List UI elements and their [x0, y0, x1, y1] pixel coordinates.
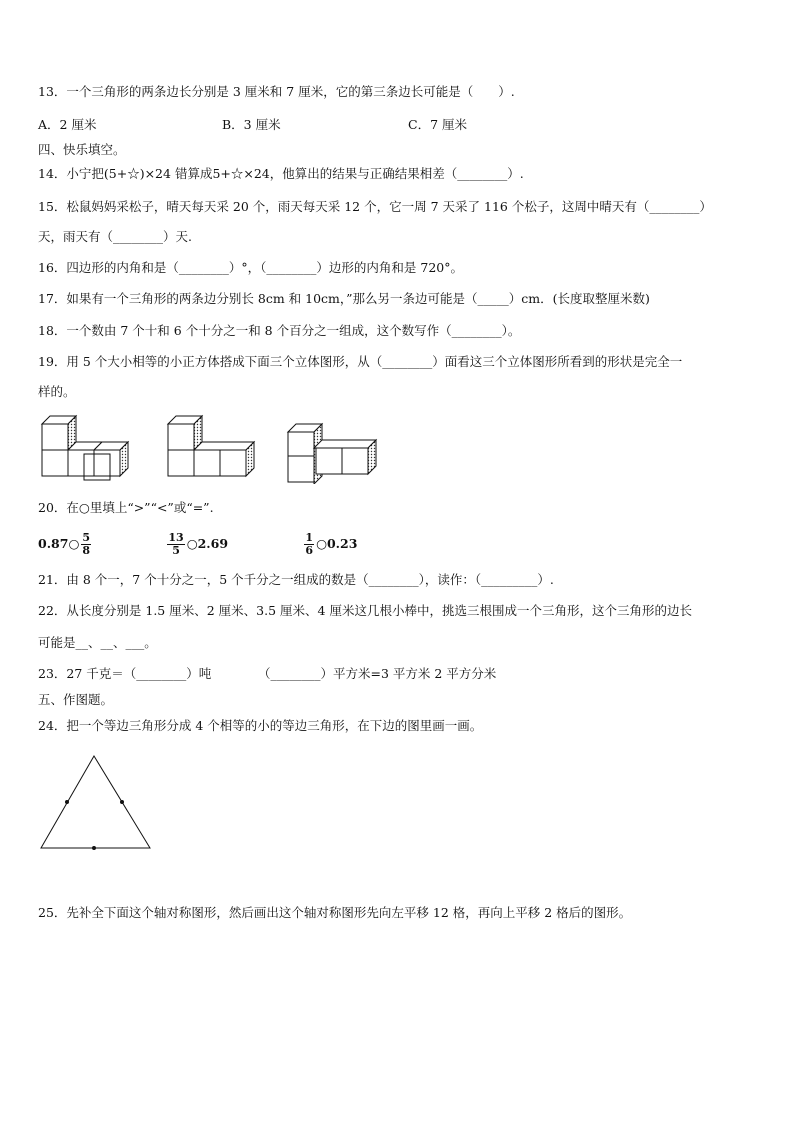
- q20-item-3: $\frac{1}{6}$ ○0.23: [305, 531, 358, 557]
- q13-option-c: C．7 厘米: [408, 117, 467, 132]
- question-23a: 23．27 千克＝（________）吨: [38, 666, 212, 681]
- cube-figure-3: [288, 424, 376, 484]
- question-18: 18．一个数由 7 个十和 6 个十分之一和 8 个百分之一组成，这个数写作（________）。: [38, 323, 521, 338]
- question-25: 25．先补全下面这个轴对称图形，然后画出这个轴对称图形先向左平移 12 格，再向上平移 2 格后的图形。: [38, 905, 632, 920]
- question-17: 17．如果有一个三角形的两条边分别长 8cm 和 10cm，”那么另一条边可能是（_____）cm．(长度取整厘米数): [38, 291, 650, 306]
- fraction: $\frac{13}{5}$: [168, 531, 184, 557]
- q20-item-1: 0.87○ $\frac{5}{8}$: [38, 531, 91, 557]
- q20-comparisons: [38, 524, 357, 564]
- cube-figure-1: [42, 416, 128, 480]
- question-15-line1: 15．松鼠妈妈采松子，晴天每天采 20 个，雨天每天采 12 个，它一周 7 天采了 116 个松子，这周中晴天有（________）: [38, 199, 712, 214]
- section-5-heading: 五、作图题。: [38, 692, 114, 707]
- question-22-line1: 22．从长度分别是 1.5 厘米、2 厘米、3.5 厘米、4 厘米这几根小棒中，挑选三根围成一个三角形，这个三角形的边长: [38, 603, 692, 618]
- section-4-heading: 四、快乐填空。: [38, 142, 126, 157]
- question-20: 20．在○里填上“>”“<”或“=”.: [38, 500, 214, 515]
- q13-option-b: B．3 厘米: [222, 117, 281, 132]
- question-13: 13．一个三角形的两条边长分别是 3 厘米和 7 厘米，它的第三条边长可能是（ ）.: [38, 84, 515, 99]
- cube-figure-2: [168, 416, 254, 476]
- question-15-line2: 天，雨天有（________）天.: [38, 229, 192, 244]
- fraction: $\frac{5}{8}$: [82, 531, 91, 557]
- q20-item-2: $\frac{13}{5}$ ○2.69: [168, 531, 229, 557]
- question-14: 14．小宁把(5+☆)×24 错算成5+☆×24，他算出的结果与正确结果相差（________）.: [38, 166, 524, 181]
- question-19-line1: 19．用 5 个大小相等的小正方体搭成下面三个立体图形，从（________）面看这三个立体图形所看到的形状是完全一: [38, 354, 683, 369]
- q13-option-a: A．2 厘米: [38, 117, 97, 132]
- question-24: 24．把一个等边三角形分成 4 个相等的小的等边三角形，在下边的图里画一画。: [38, 718, 483, 733]
- cube-figures: [40, 414, 380, 484]
- question-16: 16．四边形的内角和是（________）°，（________）边形的内角和是 720°。: [38, 260, 463, 275]
- question-21: 21．由 8 个一，7 个十分之一，5 个千分之一组成的数是（________），读作：（_________）.: [38, 572, 554, 587]
- question-22-line2: 可能是__、__、___。: [38, 635, 157, 650]
- equilateral-triangle: [38, 752, 154, 854]
- question-19-line2: 样的。: [38, 384, 76, 399]
- question-23b: （________）平方米=3 平方米 2 平方分米: [258, 666, 497, 681]
- fraction: $\frac{1}{6}$: [305, 531, 314, 557]
